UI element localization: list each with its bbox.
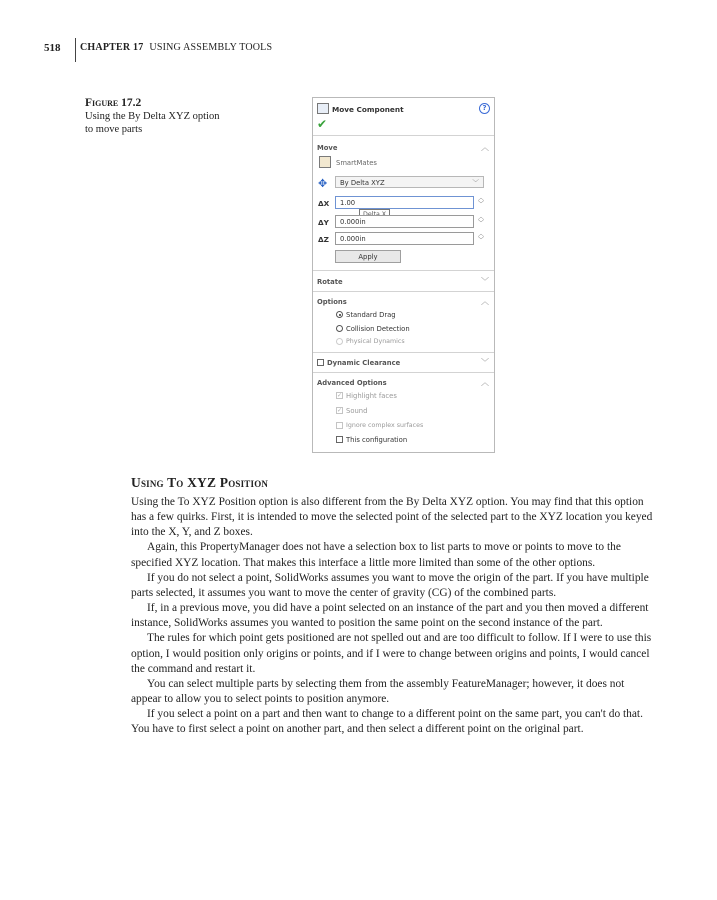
section-heading: Using To XYZ Position (131, 475, 269, 490)
apply-button[interactable]: Apply (335, 250, 401, 263)
delta-x-label: ΔX (318, 199, 330, 208)
move-mode-value: By Delta XYZ (340, 179, 385, 187)
standard-drag-radio[interactable] (336, 311, 343, 318)
delta-y-label: ΔY (318, 218, 329, 227)
ignore-complex-label: Ignore complex surfaces (346, 422, 424, 429)
ignore-complex-checkbox (336, 422, 343, 429)
chevron-up-icon[interactable]: ︿ (481, 143, 489, 152)
delta-z-input[interactable]: 0.000in (335, 232, 474, 245)
highlight-faces-checkbox: ✓ (337, 392, 343, 399)
divider (313, 372, 494, 373)
body-text (131, 495, 657, 738)
move-section-header[interactable]: Move (317, 144, 338, 152)
chevron-down-icon: ﹀ (472, 179, 479, 187)
chapter-title: USING ASSEMBLY TOOLS (149, 42, 273, 53)
divider (313, 291, 494, 292)
delta-z-label: ΔZ (318, 235, 329, 244)
smartmates-icon[interactable] (319, 156, 331, 168)
running-header (80, 42, 272, 53)
ok-check-icon[interactable]: ✔ (317, 117, 328, 131)
chevron-down-icon[interactable]: ﹀ (481, 358, 489, 367)
paragraph: If, in a previous move, you did have a point selected on an instance of the part and you then moved a different instance, SolidWorks assumes you wanted to position the same point on the second instance of the part. (131, 602, 649, 630)
delta-y-spinner[interactable]: ︿ ﹀ (477, 214, 484, 227)
figure-caption-text: Using the By Delta XYZ option to move parts (85, 111, 220, 135)
highlight-faces-label: Highlight faces (346, 392, 397, 400)
paragraph: Using the To XYZ Position option is also different from the By Delta XYZ option. You may find that this option has a few quirks. First, it is intended to move the selected point of the selected part to the XYZ location you keyed into the X, Y, and Z boxes. (131, 496, 653, 539)
collision-detection-label: Collision Detection (346, 325, 410, 333)
page-number: 518 (44, 42, 61, 54)
delta-x-spinner[interactable]: ︿ ﹀ (477, 195, 484, 208)
rotate-section-header[interactable]: Rotate (317, 278, 343, 286)
dynamic-clearance-label: Dynamic Clearance (327, 359, 401, 367)
help-icon[interactable]: ? (479, 103, 490, 114)
paragraph: If you select a point on a part and then want to change to a different point on the same part, you can't do that. You have to first select a point on another part, and then select a different point on the original part. (131, 708, 643, 736)
figure-label: Figure 17.2 (85, 97, 142, 109)
standard-drag-label: Standard Drag (346, 311, 396, 319)
delta-z-spinner[interactable]: ︿ ﹀ (477, 231, 484, 244)
sound-checkbox: ✓ (337, 407, 343, 414)
move-mode-dropdown[interactable] (335, 176, 484, 188)
header-divider (75, 38, 76, 62)
panel-title: Move Component (332, 105, 404, 114)
figure-caption (85, 97, 225, 136)
delta-x-input[interactable]: 1.00 (335, 196, 474, 209)
chevron-down-icon[interactable]: ﹀ (481, 277, 489, 286)
options-section-header[interactable]: Options (317, 298, 347, 306)
paragraph: You can select multiple parts by selecting them from the assembly FeatureManager; however, it does not appear to allow you to select points to position anymore. (131, 677, 625, 706)
physical-dynamics-label: Physical Dynamics (346, 338, 405, 345)
sound-label: Sound (346, 407, 368, 415)
divider (313, 135, 494, 136)
chevron-up-icon[interactable]: ︿ (481, 378, 489, 387)
delta-y-input[interactable]: 0.000in (335, 215, 474, 228)
advanced-options-header[interactable]: Advanced Options (317, 379, 387, 387)
collision-detection-radio[interactable] (336, 325, 343, 332)
smartmates-label: SmartMates (336, 159, 377, 167)
this-configuration-label: This configuration (346, 436, 408, 444)
divider (313, 270, 494, 271)
move-component-icon (317, 103, 329, 114)
move-icon: ✥ (318, 177, 328, 190)
divider (313, 352, 494, 353)
chapter-label: CHAPTER 17 (80, 42, 144, 53)
physical-dynamics-radio (336, 338, 343, 345)
this-configuration-checkbox[interactable] (336, 436, 343, 443)
paragraph: Again, this PropertyManager does not have a selection box to list parts to move or points to move to the specified XYZ location. That makes this interface a little more limited than some of the other options. (131, 541, 621, 569)
move-component-panel (312, 97, 495, 453)
dynamic-clearance-checkbox[interactable] (317, 359, 324, 366)
paragraph: The rules for which point gets positioned are not spelled out and are too difficult to follow. If I were to use this option, I would position only origins or points, and if I were to change between origins and points, I would cancel the command and restart it. (131, 632, 652, 675)
chevron-up-icon[interactable]: ︿ (481, 297, 489, 306)
paragraph: If you do not select a point, SolidWorks assumes you want to move the origin of the part. If you have multiple parts selected, it assumes you want to move the center of gravity (CG) of the combined parts. (131, 571, 649, 599)
